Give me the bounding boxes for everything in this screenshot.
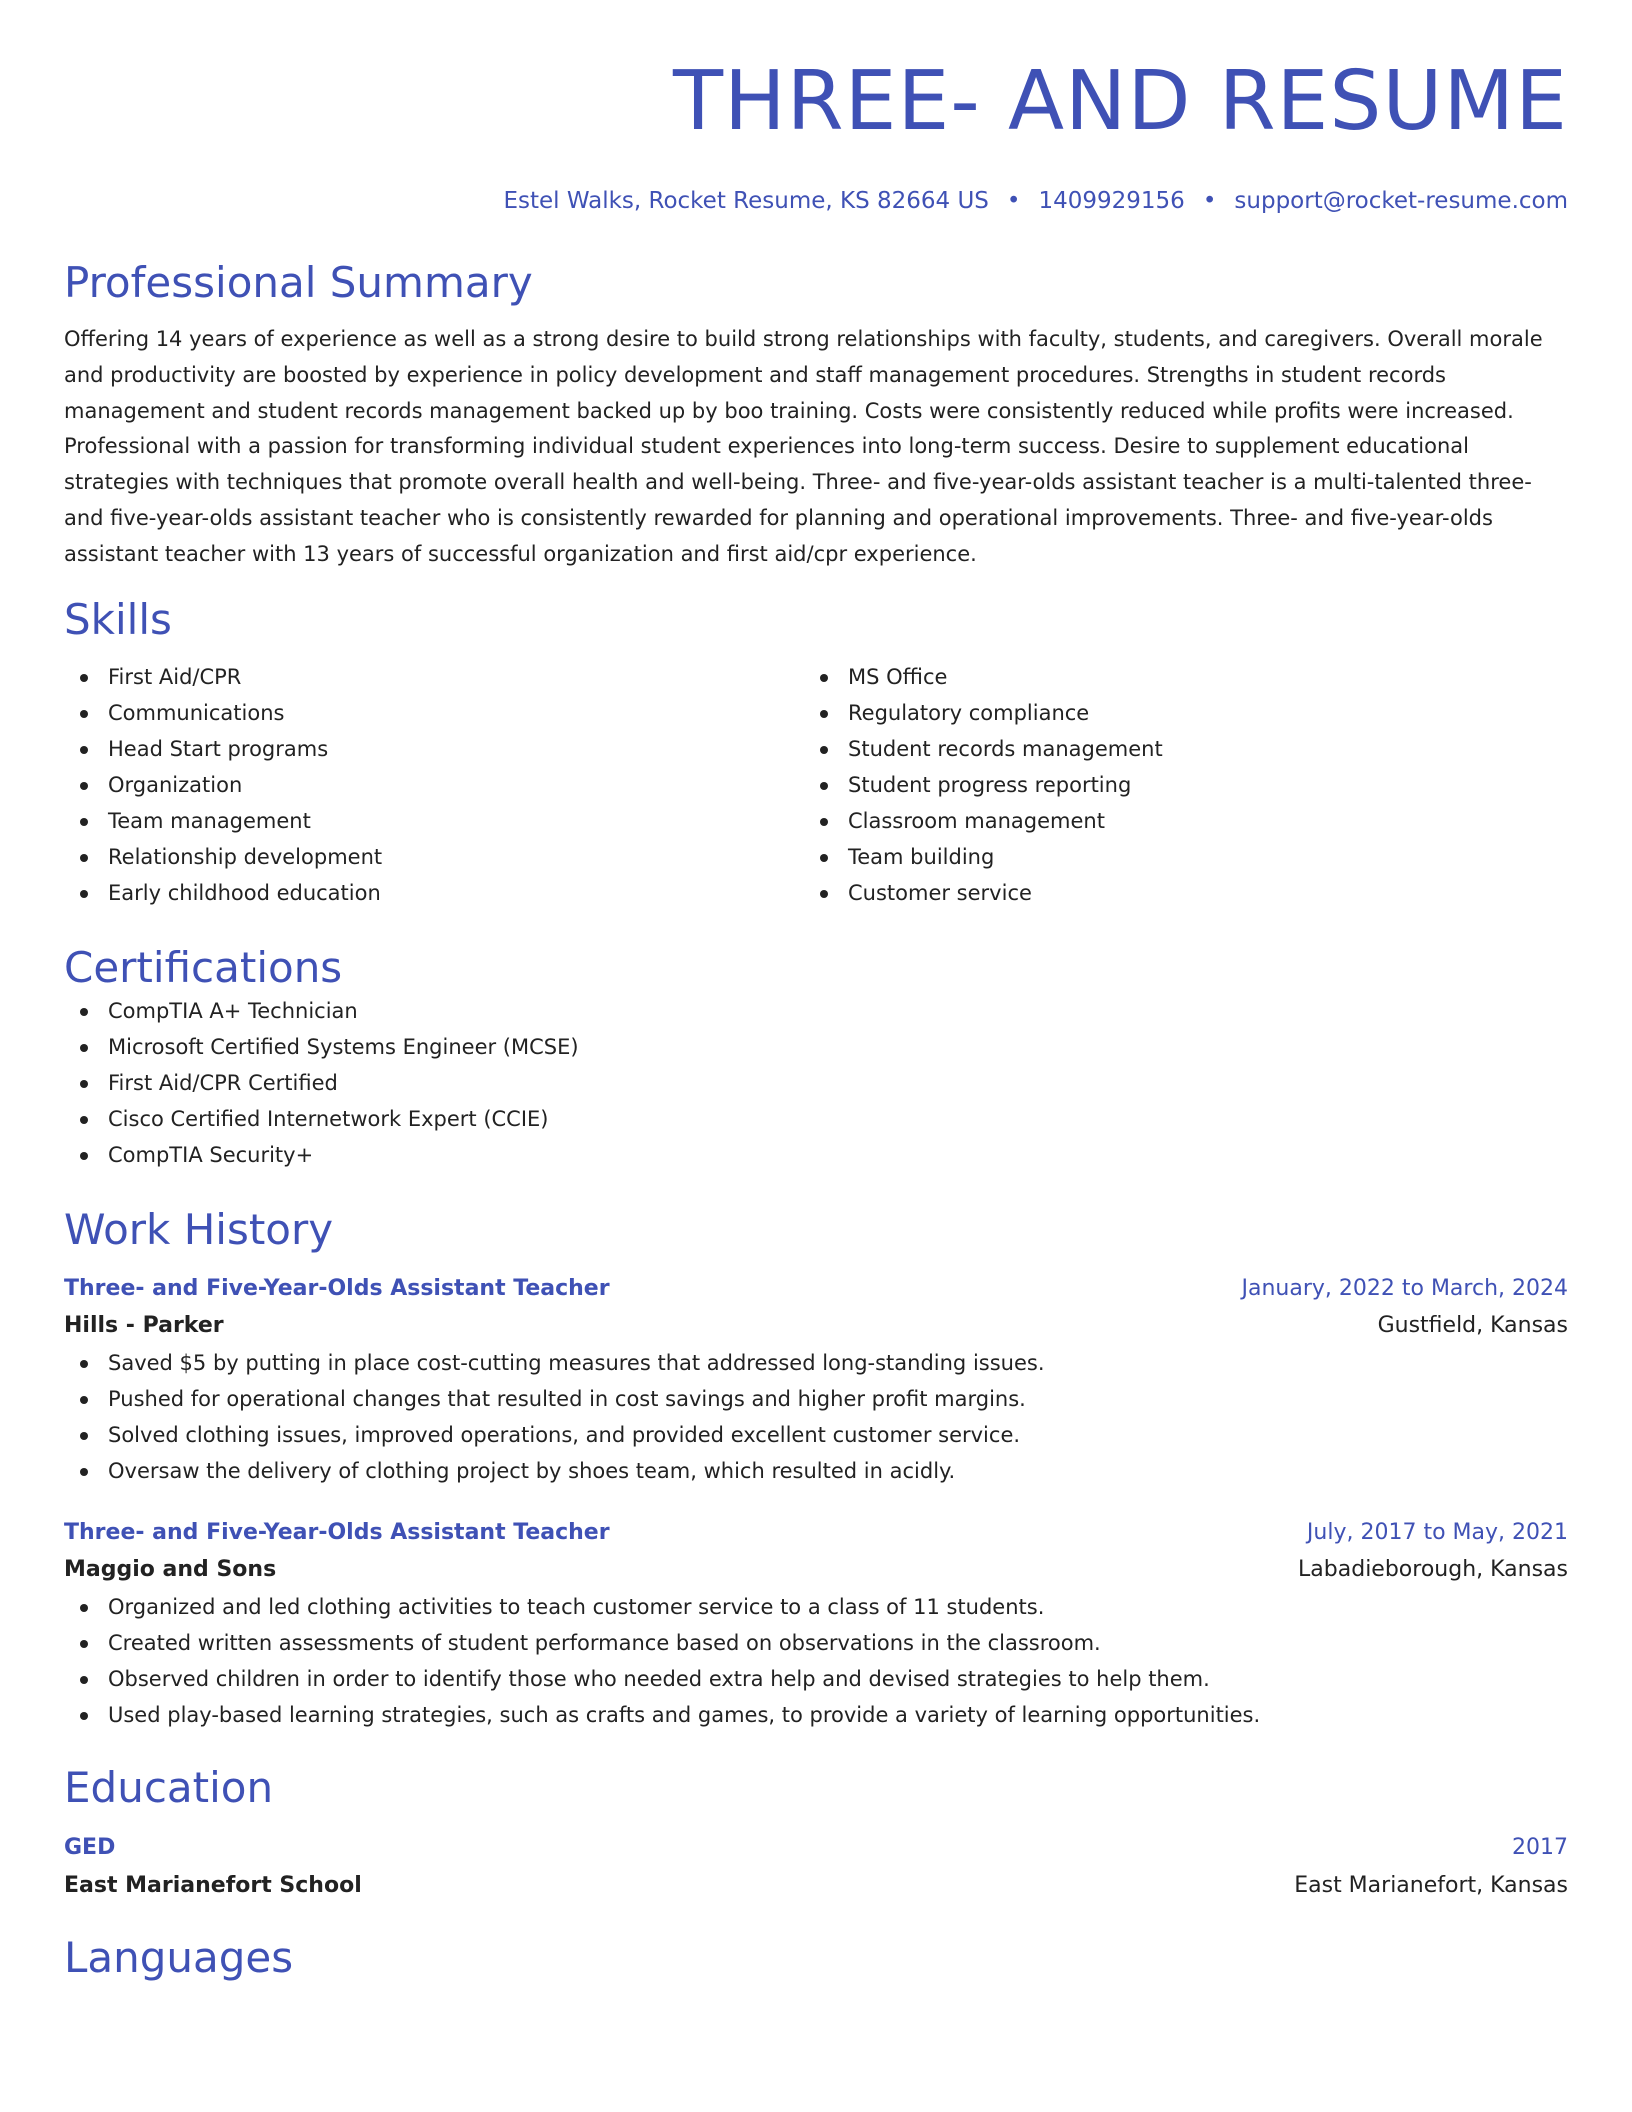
contact-line	[64, 186, 1568, 216]
list-item: Classroom management	[804, 803, 1544, 839]
bullet-icon	[80, 1604, 88, 1612]
section-title-skills: Skills	[64, 594, 172, 644]
bullet-icon	[80, 746, 88, 754]
section-title-languages: Languages	[64, 1932, 294, 1982]
education-location: East Marianefort, Kansas	[1294, 1872, 1568, 1898]
job-title: Three- and Five-Year-Olds Assistant Teacher	[64, 1519, 610, 1545]
list-item: Observed children in order to identify those who needed extra help and devised strategies to help them.	[64, 1661, 1568, 1697]
list-item: Organization	[64, 767, 804, 803]
list-item: Team management	[64, 803, 804, 839]
list-item: Oversaw the delivery of clothing project by shoes team, which resulted in acidly.	[64, 1453, 1568, 1489]
bullet-icon	[820, 854, 828, 862]
list-item: Microsoft Certified Systems Engineer (MCSE)	[64, 1029, 1568, 1065]
job-bullets	[64, 1589, 1568, 1733]
job-company: Maggio and Sons	[64, 1556, 277, 1582]
bullet-icon	[80, 1676, 88, 1684]
list-item: First Aid/CPR	[64, 659, 804, 695]
list-item: MS Office	[804, 659, 1544, 695]
resume-header	[64, 0, 1568, 216]
job-dates: July, 2017 to May, 2021	[1306, 1519, 1568, 1545]
contact-separator: •	[1202, 188, 1217, 214]
contact-address: Estel Walks, Rocket Resume, KS 82664 US	[503, 188, 989, 214]
bullet-icon	[80, 1396, 88, 1404]
bullet-icon	[820, 674, 828, 682]
job-location: Gustfield, Kansas	[1377, 1312, 1568, 1338]
list-item: CompTIA Security+	[64, 1137, 1568, 1173]
job-entry	[64, 1271, 1568, 1489]
list-item: Customer service	[804, 875, 1544, 911]
list-item: Solved clothing issues, improved operations, and provided excellent customer service.	[64, 1417, 1568, 1453]
education-school: East Marianefort School	[64, 1872, 362, 1898]
bullet-icon	[80, 1712, 88, 1720]
bullet-icon	[80, 818, 88, 826]
list-item: Used play-based learning strategies, such as crafts and games, to provide a variety of learning opportunities.	[64, 1697, 1568, 1733]
bullet-icon	[80, 1640, 88, 1648]
bullet-icon	[80, 1152, 88, 1160]
bullet-icon	[80, 1008, 88, 1016]
contact-phone[interactable]: 1409929156	[1038, 188, 1185, 214]
contact-separator: •	[1006, 188, 1021, 214]
list-item: First Aid/CPR Certified	[64, 1065, 1568, 1101]
bullet-icon	[80, 1360, 88, 1368]
job-entry	[64, 1515, 1568, 1733]
list-item: Organized and led clothing activities to teach customer service to a class of 11 students.	[64, 1589, 1568, 1625]
education-entry	[64, 1829, 1568, 1905]
bullet-icon	[820, 818, 828, 826]
list-item: Created written assessments of student performance based on observations in the classroom.	[64, 1625, 1568, 1661]
job-title: Three- and Five-Year-Olds Assistant Teacher	[64, 1275, 610, 1301]
list-item: Cisco Certified Internetwork Expert (CCIE)	[64, 1101, 1568, 1137]
list-item: Team building	[804, 839, 1544, 875]
job-company: Hills - Parker	[64, 1312, 224, 1338]
bullet-icon	[80, 1080, 88, 1088]
skills-column-right	[804, 659, 1544, 911]
section-title-certifications: Certifications	[64, 942, 343, 992]
job-dates: January, 2022 to March, 2024	[1241, 1275, 1568, 1301]
bullet-icon	[820, 746, 828, 754]
contact-email[interactable]: support@rocket-resume.com	[1234, 188, 1568, 214]
bullet-icon	[820, 782, 828, 790]
skills-column-left	[64, 659, 804, 911]
section-title-work-history: Work History	[64, 1204, 334, 1254]
skills-columns	[64, 659, 1568, 911]
bullet-icon	[80, 854, 88, 862]
bullet-icon	[820, 710, 828, 718]
list-item: CompTIA A+ Technician	[64, 993, 1568, 1029]
list-item: Head Start programs	[64, 731, 804, 767]
bullet-icon	[80, 1044, 88, 1052]
bullet-icon	[80, 1468, 88, 1476]
education-year: 2017	[1512, 1834, 1568, 1860]
bullet-icon	[80, 890, 88, 898]
list-item: Communications	[64, 695, 804, 731]
bullet-icon	[80, 782, 88, 790]
bullet-icon	[820, 890, 828, 898]
job-bullets	[64, 1345, 1568, 1489]
section-title-education: Education	[64, 1762, 274, 1812]
education-degree: GED	[64, 1834, 116, 1860]
section-title-summary: Professional Summary	[64, 258, 533, 307]
summary-text: Offering 14 years of experience as well as a strong desire to build strong relationships with faculty, students, and caregivers. Overall morale and productivity are boosted by experience in policy development and staff management procedures. Strengths in student records management and student records management backed up by boo training. Costs were consistently reduced while profits were increased. Professional with a passion for transforming individual student experiences into long-term success. Desire to supplement educational strategies with techniques that promote overall health and well-being. Three- and five-year-olds assistant teacher is a multi-talented three- and five-year-olds assistant teacher who is consistently rewarded for planning and operational improvements. Three- and five-year-olds assistant teacher with 13 years of successful organization and first aid/cpr experience.	[64, 327, 1543, 566]
bullet-icon	[80, 1116, 88, 1124]
candidate-name: THREE- AND RESUME	[672, 54, 1568, 149]
list-item: Early childhood education	[64, 875, 804, 911]
list-item: Student progress reporting	[804, 767, 1544, 803]
bullet-icon	[80, 710, 88, 718]
job-location: Labadieborough, Kansas	[1298, 1556, 1568, 1582]
list-item: Relationship development	[64, 839, 804, 875]
list-item: Student records management	[804, 731, 1544, 767]
certifications-list	[64, 993, 1568, 1173]
list-item: Saved $5 by putting in place cost-cutting measures that addressed long-standing issues.	[64, 1345, 1568, 1381]
bullet-icon	[80, 674, 88, 682]
list-item: Regulatory compliance	[804, 695, 1544, 731]
list-item: Pushed for operational changes that resulted in cost savings and higher profit margins.	[64, 1381, 1568, 1417]
bullet-icon	[80, 1432, 88, 1440]
